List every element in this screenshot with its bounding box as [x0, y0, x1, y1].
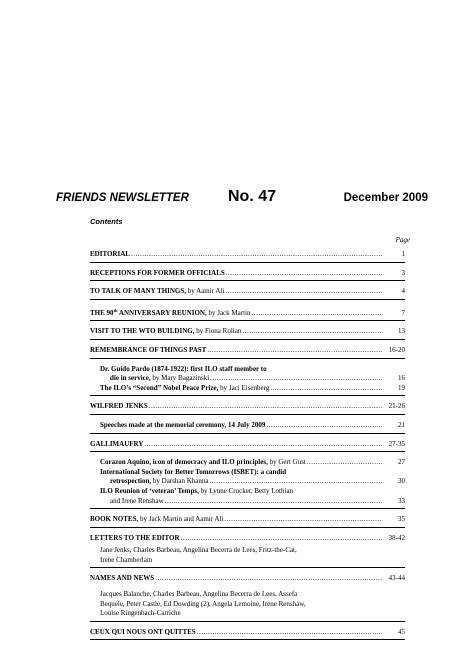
- toc-title: WILFRED JENKS: [90, 402, 148, 411]
- toc-page: 19: [398, 383, 405, 392]
- names-list-cont: Bequele, Peter Castle, Ed Dowding (2), Angela Lemoine, Irene Renshaw,: [100, 599, 306, 608]
- toc-title: TO TALK OF MANY THINGS,: [90, 287, 187, 296]
- toc-title: VISIT TO THE WTO BUILDING,: [90, 327, 195, 336]
- toc-author: by Jaci Eisenberg: [218, 383, 270, 392]
- toc-page: 30: [398, 477, 405, 486]
- toc-page: 1: [401, 250, 405, 258]
- toc-author: by Darshan Khanna: [151, 477, 209, 486]
- toc-entry-jenks[interactable]: [90, 402, 405, 415]
- contents-heading: Contents: [90, 217, 123, 226]
- names-list: Jacques Balanche, Charles Barbeau, Angelina Becerra de Lees, Assefa: [100, 590, 298, 599]
- toc-title: Speeches made at the memorial ceremony, 14 July 2009: [100, 420, 266, 429]
- toc-title: REMEMBRANCE OF THINGS PAST: [90, 345, 207, 354]
- toc-author: by Aamir Ali: [186, 287, 225, 296]
- toc-title: CEUX QUI NOUS ONT QUITTES: [90, 627, 196, 636]
- toc-page: 33: [398, 496, 405, 505]
- toc-title: Corazon Aquino, icon of democracy and ILO principles,: [100, 458, 268, 467]
- toc-author: by Fiona Rolian: [194, 327, 242, 336]
- toc-group-remembrance: [90, 365, 405, 397]
- toc-entry-gallimaufry[interactable]: [90, 440, 405, 453]
- newsletter-header: [56, 188, 428, 210]
- toc-title: THE 90th ANNIVERSARY REUNION,: [90, 307, 207, 317]
- toc-page: 16-20: [388, 345, 405, 354]
- toc-page: 27: [398, 458, 405, 467]
- toc-title: LETTERS TO THE EDITOR: [90, 533, 180, 542]
- toc-entry-remembrance[interactable]: [90, 346, 405, 359]
- toc-author: by Lynne Crocker, Betty Lothian: [198, 486, 294, 495]
- toc-entry-receptions[interactable]: [90, 269, 405, 282]
- toc-title: RECEPTIONS FOR FORMER OFFICIALS: [90, 268, 225, 277]
- toc-entry-names[interactable]: [90, 574, 405, 621]
- toc-entry-editorial[interactable]: [90, 250, 405, 263]
- toc-title: NAMES AND NEWS: [90, 574, 155, 583]
- toc-entry-aquino[interactable]: [100, 458, 405, 468]
- table-of-contents: [90, 250, 405, 646]
- toc-group-gallimaufry: [90, 458, 405, 509]
- toc-entry-reunion[interactable]: [90, 306, 405, 322]
- toc-entry-wto[interactable]: [90, 327, 405, 340]
- toc-entry-ceux[interactable]: [90, 628, 405, 641]
- toc-page: 13: [398, 327, 405, 336]
- toc-entry-books[interactable]: [90, 515, 405, 528]
- toc-page: 21: [398, 420, 405, 429]
- toc-page: 27-35: [388, 439, 405, 448]
- toc-author-cont: and Irene Renshaw: [110, 496, 164, 505]
- toc-author: by Jack Martin: [206, 308, 251, 317]
- toc-title-cont: die in service,: [110, 374, 151, 383]
- toc-entry-speeches[interactable]: [90, 421, 405, 434]
- toc-title: EDITORIAL: [90, 250, 130, 258]
- toc-page: 21-26: [388, 402, 405, 411]
- letters-contributors: Jane Jenks, Charles Barbeau, Angelina Becerra de Lees, Fritz-the-Cat,: [100, 546, 297, 555]
- toc-entry-isbet[interactable]: [100, 468, 405, 487]
- toc-page: 4: [401, 287, 405, 296]
- toc-title: The ILO’s “Second” Nobel Peace Prize,: [100, 383, 219, 392]
- toc-title: International Society for Better Tomorrows (ISBET): a candid: [100, 467, 287, 476]
- toc-entry-nobel[interactable]: [100, 384, 405, 394]
- toc-author: by Mary Bagazinski: [150, 374, 210, 383]
- page-column-label: Page: [395, 236, 410, 244]
- toc-entry-letters[interactable]: [90, 534, 405, 569]
- toc-title-cont: retrospection,: [110, 477, 152, 486]
- toc-page: 35: [398, 515, 405, 524]
- toc-title: BOOK NOTES,: [90, 515, 139, 524]
- letters-contributors-cont: Irene Chamberlain: [100, 555, 153, 564]
- issue-number: No. 47: [228, 188, 277, 205]
- newsletter-title: FRIENDS NEWSLETTER: [56, 192, 189, 204]
- toc-page: 3: [401, 268, 405, 277]
- toc-entry-temps[interactable]: [100, 487, 405, 506]
- toc-author: by Gert Gust: [267, 458, 306, 467]
- toc-entry-pardo[interactable]: [100, 365, 405, 384]
- toc-page: 7: [401, 308, 405, 317]
- toc-title: GALLIMAUFRY: [90, 439, 144, 448]
- toc-page: 38-42: [388, 533, 405, 542]
- toc-author: by Jack Martin and Aamir Ali: [138, 515, 224, 524]
- names-list-cont2: Louise Ringenbach-Carriche: [100, 609, 181, 618]
- toc-title: ILO Reunion of ‘veteran’ Temps,: [100, 486, 199, 495]
- toc-title: Dr. Guido Pardo (1874-1922): first ILO staff member to: [100, 364, 267, 373]
- toc-page: 16: [398, 374, 405, 383]
- toc-page: 45: [398, 627, 405, 636]
- toc-entry-talk[interactable]: [90, 287, 405, 300]
- issue-date: December 2009: [343, 192, 428, 204]
- toc-page: 43-44: [388, 574, 405, 583]
